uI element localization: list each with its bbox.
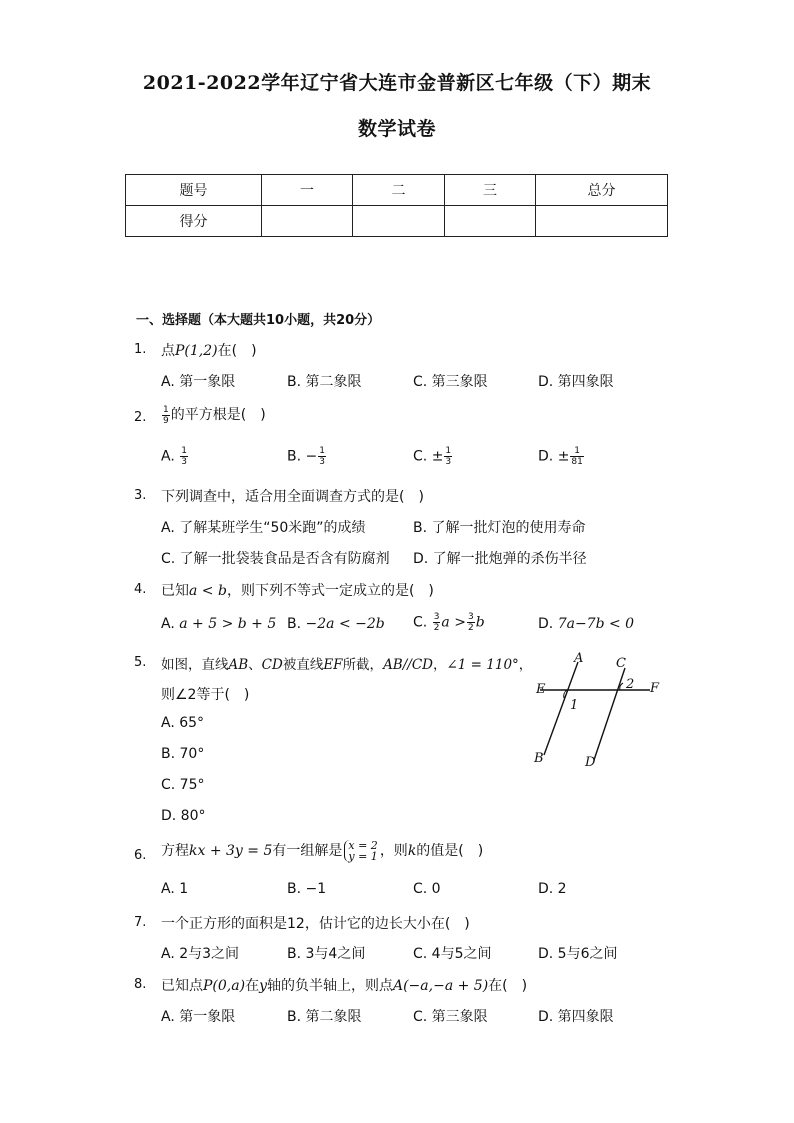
option-b[interactable]: B. −2a < −2b [287,616,385,632]
score-table [125,174,668,237]
option-b[interactable]: B. 了解一批灯泡的使用寿命 [413,520,586,536]
score-cell: 二 [353,175,445,206]
label-2: 2 [626,677,635,692]
option-a[interactable]: A. 了解某班学生“50米跑”的成绩 [161,520,366,536]
option-b[interactable]: B. − $\frac{1}{3}$ [287,446,325,467]
score-blank-cell[interactable] [536,206,668,237]
score-table-score-row [126,206,668,237]
option-b[interactable]: B. 第二象限 [287,1009,362,1025]
doc-title-line2: 数学试卷 [357,118,436,140]
option-b[interactable]: B. 70° [161,746,205,762]
question-text: 方程kx + 3y = 5有一组解是 x = 2 y = 1 ，则k的值是( ) [161,839,484,863]
score-blank-cell[interactable] [353,206,445,237]
option-a[interactable]: A. a + 5 > b + 5 [161,616,277,632]
option-c[interactable]: C. 75° [161,777,205,793]
score-table-header-row [126,175,668,206]
option-d[interactable]: D. 了解一批炮弹的杀伤半径 [413,551,587,567]
line-cd [594,668,625,760]
option-a[interactable]: A. $\frac{1}{3}$ [161,446,187,467]
q1-post: 在( ) [217,343,257,359]
option-c[interactable]: C. ± $\frac{1}{3}$ [413,446,452,467]
label-e: E [536,682,546,697]
option-c[interactable]: C. 了解一批袋装食品是否含有防腐剂 [161,551,390,567]
question-number: 4. [134,582,147,597]
option-c[interactable]: C. 0 [413,881,441,897]
score-blank-cell[interactable] [262,206,353,237]
option-c[interactable]: C. 第三象限 [413,1009,488,1025]
option-b[interactable]: B. 第二象限 [287,374,362,390]
question-text [161,404,266,426]
label-f: F [650,681,660,696]
question-text-line2: 则∠2等于( ) [161,687,250,703]
question-number: 8. [134,977,147,992]
question-number: 6. [134,848,147,863]
score-cell: 三 [445,175,536,206]
option-d[interactable]: D. 2 [538,881,567,897]
option-d[interactable]: D. ± $\frac{1}{81}$ [538,446,583,467]
question-number: 7. [134,915,147,930]
q2-post: 的平方根是( ) [170,407,266,423]
option-b[interactable]: B. 3与4之间 [287,946,366,962]
parallel-lines-figure [530,650,670,775]
option-c[interactable]: C. 第三象限 [413,374,488,390]
q1-pre: 点 [161,343,175,359]
option-c[interactable]: C. $\frac{3}{2}$ a > $\frac{3}{2}$ b [413,612,485,633]
option-a[interactable]: A. 第一象限 [161,1009,236,1025]
doc-title-line1: 2021-2022学年辽宁省大连市金普新区七年级（下）期末 [142,72,652,94]
label-1: 1 [570,698,579,713]
question-number: 5. [134,655,147,670]
label-a: A [574,651,584,666]
section-heading: 一、选择题（本大题共10小题，共20分） [136,313,381,328]
option-a[interactable]: A. 1 [161,881,189,897]
question-number: 2. [134,410,147,425]
option-d[interactable]: D. 第四象限 [538,1009,614,1025]
score-cell: 得分 [126,206,262,237]
q1-math: P(1,2) [175,343,218,359]
option-d[interactable]: D. 7a−7b < 0 [538,616,635,632]
equation-system: x = 2 y = 1 [344,840,377,862]
score-cell: 总分 [536,175,668,206]
question-text: 一个正方形的面积是12，估计它的边长大小在( ) [161,916,470,932]
question-text: 已知点P(0,a)在y轴的负半轴上，则点A(−a,−a + 5)在( ) [161,978,528,994]
option-c[interactable]: C. 4与5之间 [413,946,492,962]
option-d[interactable]: D. 5与6之间 [538,946,618,962]
option-b[interactable]: B. −1 [287,881,327,897]
label-c: C [616,656,626,671]
label-d: D [585,755,596,770]
option-a[interactable]: A. 65° [161,715,205,731]
option-a[interactable]: A. 2与3之间 [161,946,240,962]
score-blank-cell[interactable] [445,206,536,237]
option-d[interactable]: D. 第四象限 [538,374,614,390]
option-d[interactable]: D. 80° [161,808,206,824]
label-b: B [534,751,544,766]
question-text [161,340,257,360]
question-text: 已知a < b，则下列不等式一定成立的是( ) [161,583,434,599]
option-a[interactable]: A. 第一象限 [161,374,236,390]
question-number: 3. [134,488,147,503]
question-number: 1. [134,342,147,357]
score-cell: 一 [262,175,353,206]
score-cell: 题号 [126,175,262,206]
question-text: 如图，直线AB、CD被直线EF所截，AB//CD，∠1 = 110°， [161,657,533,673]
fraction: $\frac{1}{9}$ [163,404,169,426]
question-text: 下列调查中，适合用全面调查方式的是( ) [161,489,424,505]
